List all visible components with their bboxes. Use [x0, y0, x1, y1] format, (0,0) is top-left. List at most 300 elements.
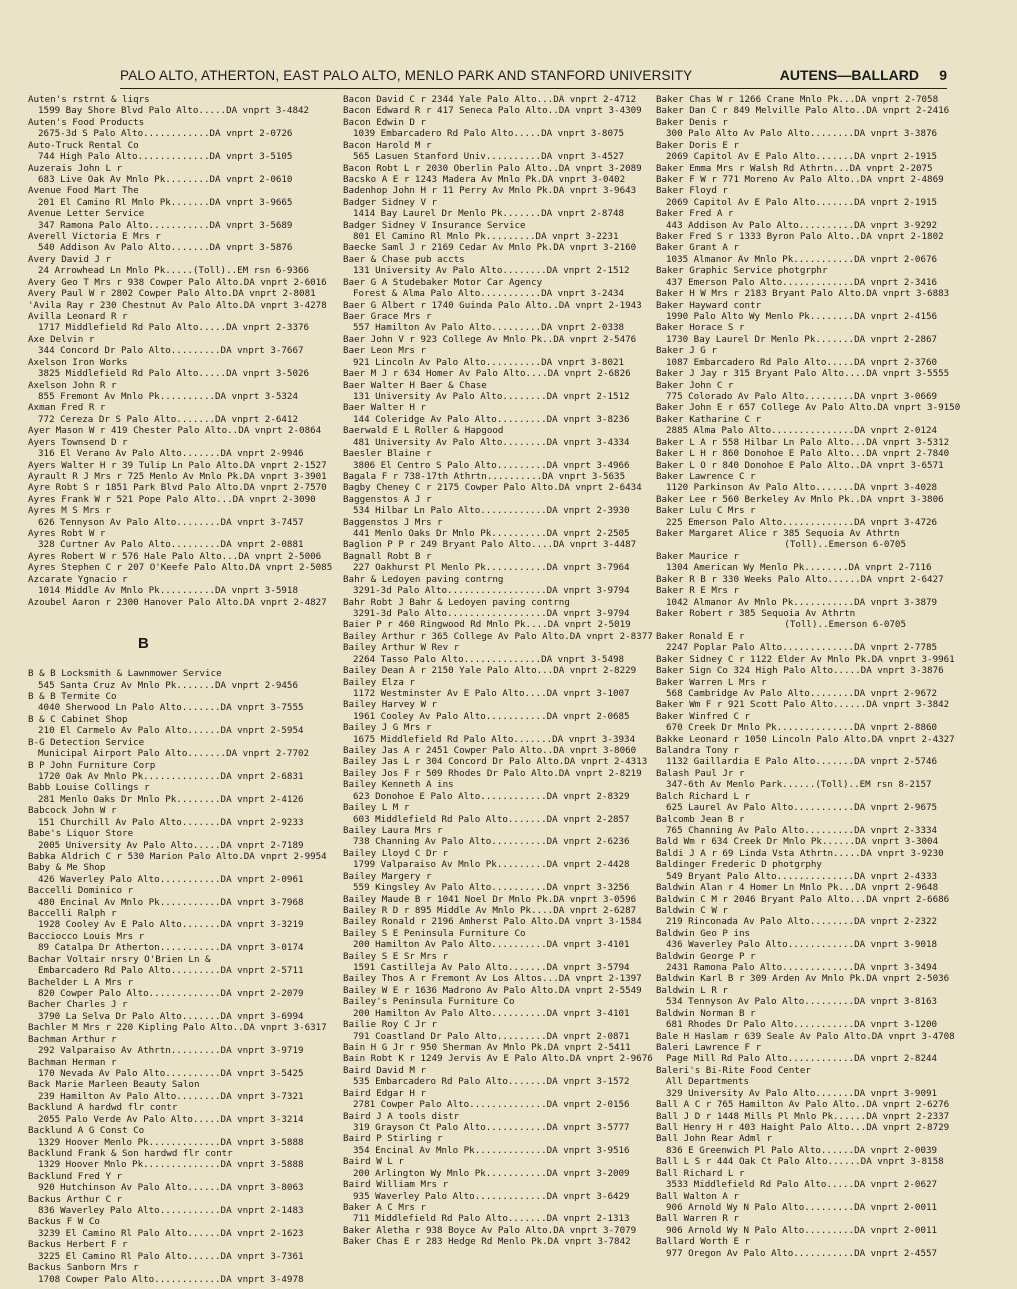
listing-address: 836 E Greenwich Pl Palo Alto......DA vnprt 2-0039	[666, 1144, 938, 1156]
listing-entry: Ball Richard L r	[656, 1167, 745, 1179]
listing-entry: Baker Emma Mrs r Walsh Rd Athrtn...DA vnprt 2-2075	[656, 162, 933, 174]
listing-address: 219 Rinconada Av Palo Alto........DA vnprt 2-2322	[666, 916, 938, 928]
listing-entry: Baer G A Studebaker Motor Car Agency	[343, 276, 543, 288]
listing-entry: Baker Aletha r 938 Boyce Av Palo Alto.DA vnprt 3-7079	[343, 1224, 637, 1236]
listing-address: 441 Menlo Oaks Dr Mnlo Pk..........DA vnprt 2-2505	[353, 528, 630, 540]
listing-entry: Baker Floyd r	[656, 185, 728, 197]
listing-address: 131 University Av Palo Alto........DA vnprt 2-1512	[353, 390, 630, 402]
listing-address: 144 Coleridge Av Palo Alto.........DA vnprt 3-8236	[353, 413, 630, 425]
listing-entry: Baker Hayward contr	[656, 299, 762, 311]
listing-entry: Bailey Arthur r 365 College Av Palo Alto.DA vnprt 2-8377	[343, 630, 653, 642]
listing-address: 625 Laurel Av Palo Alto...........DA vnprt 2-9675	[666, 802, 938, 814]
listing-entry: Averell Victoria E Mrs r	[28, 231, 161, 243]
spacer	[28, 608, 338, 619]
listing-entry: Bachman Herman r	[28, 1056, 117, 1068]
listing-entry: Baerwald E L Roller & Hapgood	[343, 425, 504, 437]
listing-entry: Axelson John R r	[28, 379, 117, 391]
listing-entry: Baer & Chase pub accts	[343, 253, 465, 265]
listing-address: 603 Middlefield Rd Palo Alto.......DA vnprt 2-2857	[353, 813, 630, 825]
listing-entry: Baker Margaret Alice r 385 Sequoia Av Athrtn	[656, 528, 900, 540]
listing-address: 210 El Carmelo Av Palo Alto......DA vnprt 2-5954	[38, 725, 304, 737]
listing-address: 89 Catalpa Dr Atherton...........DA vnprt 3-0174	[38, 942, 304, 954]
listing-entry: Badger Sidney V r	[343, 196, 438, 208]
listing-entry: Bacon Edward R r 417 Seneca Palo Alto..DA vnprt 3-4309	[343, 105, 642, 117]
listing-entry: Baker L H r 860 Donohoe E Palo Alto...DA vnprt 2-7840	[656, 448, 950, 460]
listing-address: 200 Hamilton Av Palo Alto..........DA vnprt 3-4101	[353, 939, 630, 951]
page-number: 9	[939, 67, 947, 83]
listing-address: 1990 Palo Alto Wy Menlo Pk........DA vnprt 2-4156	[666, 311, 938, 323]
listing-address: 319 Grayson Ct Palo Alto...........DA vnprt 3-5777	[353, 1121, 630, 1133]
listing-entry: Balch Richard L r	[656, 790, 751, 802]
listing-entry: Baier P r 460 Ringwood Rd Mnlo Pk....DA vnprt 2-5019	[343, 619, 631, 631]
listing-address: 683 Live Oak Av Mnlo Pk........DA vnprt 2-0610	[38, 173, 293, 185]
listing-entry: Azcarate Ygnacio r	[28, 573, 128, 585]
listing-address: 1172 Westminster Av E Palo Alto....DA vnprt 3-1007	[353, 687, 630, 699]
listing-entry: Bailey Jos F r 509 Rhodes Dr Palo Alto.DA vnprt 2-8219	[343, 767, 642, 779]
listing-entry: Bailey Kenneth A ins	[343, 779, 454, 791]
listing-address: 568 Cambridge Av Palo Alto........DA vnprt 2-9672	[666, 687, 938, 699]
listing-address: 1014 Middle Av Mnlo Pk..........DA vnprt 3-5918	[38, 585, 298, 597]
spacer	[28, 657, 338, 668]
listing-address: Embarcadero Rd Palo Alto.........DA vnprt 2-5711	[38, 965, 304, 977]
listing-address: 1042 Almanor Av Mnlo Pk...........DA vnprt 3-3879	[666, 596, 938, 608]
listing-entry: Baccelli Ralph r	[28, 908, 117, 920]
listing-entry: B & B Locksmith & Lawnmower Service	[28, 668, 222, 680]
listing-address: 1035 Almanor Av Mnlo Pk...........DA vnprt 2-0676	[666, 253, 938, 265]
listing-entry: Baldwin Alan r 4 Homer Ln Mnlo Pk...DA vnprt 2-9648	[656, 882, 939, 894]
page-header	[120, 66, 947, 89]
listing-address: 681 Rhodes Dr Palo Alto...........DA vnprt 3-1200	[666, 1019, 938, 1031]
listing-address: 1961 Cooley Av Palo Alto...........DA vnprt 2-0685	[353, 710, 630, 722]
listing-entry: Baker Maurice r	[656, 550, 739, 562]
listing-entry: Ayres M S Mrs r	[28, 505, 111, 517]
listing-entry: Backus Sanborn Mrs r	[28, 1262, 139, 1274]
listing-entry: Ball Warren R r	[656, 1213, 739, 1225]
listing-entry: Bailey S E Peninsula Furniture Co	[343, 927, 526, 939]
listing-entry: Babe's Liquor Store	[28, 828, 134, 840]
listing-entry: Baker Fred A r	[656, 208, 734, 220]
listing-entry: Baer M J r 634 Homer Av Palo Alto....DA vnprt 2-6826	[343, 368, 631, 380]
listing-entry: Bagnall Robt B r	[343, 550, 432, 562]
listing-address: 791 Coastland Dr Palo Alto.........DA vnprt 2-0871	[353, 1030, 630, 1042]
listing-entry: Baecke Saml J r 2169 Cedar Av Mnlo Pk.DA vnprt 3-2160	[343, 242, 637, 254]
listing-entry: Bailey Jas A r 2451 Cowper Palo Alto..DA vnprt 3-8060	[343, 745, 637, 757]
listing-address: All Departments	[666, 1076, 749, 1088]
listing-address: 2055 Palo Verde Av Palo Alto.....DA vnprt 3-3214	[38, 1113, 304, 1125]
listing-entry: Bacciocco Louis Mrs r	[28, 930, 145, 942]
listing-entry: Baker Winfred C r	[656, 710, 751, 722]
listing-entry: Auten's rstrnt & liqrs	[28, 94, 150, 105]
listing-entry: Ball John Rear Adml r	[656, 1133, 773, 1145]
column-3	[656, 94, 966, 1284]
listing-entry: Bachar Voltair nrsry O'Brien Ln &	[28, 953, 211, 965]
listing-address: 1599 Bay Shore Blvd Palo Alto.....DA vnprt 3-4842	[38, 105, 310, 117]
listing-entry: Baird W L r	[343, 1156, 404, 1168]
listing-entry: Baldi J A r 69 Linda Vsta Athrtn.....DA vnprt 3-9230	[656, 847, 944, 859]
listing-entry: Baker Wm F r 921 Scott Palo Alto......DA vnprt 3-3842	[656, 699, 950, 711]
listing-address: 347 Ramona Palo Alto...........DA vnprt 3-5689	[38, 219, 293, 231]
listing-entry: Bagby Cheney C r 2175 Cowper Palo Alto.DA vnprt 2-6434	[343, 482, 642, 494]
listing-entry: Ayrault R J Mrs r 725 Menlo Av Mnlo Pk.DA vnprt 3-3901	[28, 470, 327, 482]
listing-entry: Baker R E Mrs r	[656, 585, 739, 597]
listing-entry: Bacon David C r 2344 Yale Palo Alto...DA vnprt 2-4712	[343, 94, 637, 105]
listing-entry: 'Avila Ray r 230 Chestnut Av Palo Alto.DA vnprt 3-4278	[28, 299, 327, 311]
listing-address: 292 Valparaiso Av Athrtn.........DA vnprt 3-9719	[38, 1045, 304, 1057]
listing-continuation: (Toll)..Emerson 6-0705	[784, 619, 906, 631]
listing-address: 329 University Av Palo Alto.......DA vnprt 3-9091	[666, 1087, 938, 1099]
listing-address: 1717 Middlefield Rd Palo Alto.....DA vnprt 2-3376	[38, 322, 310, 334]
column-1	[28, 94, 338, 1284]
listing-entry: Baldwin L R r	[656, 984, 728, 996]
listing-address: 1329 Hoover Menlo Pk.............DA vnprt 3-5888	[38, 1136, 304, 1148]
listing-entry: Baglion P P r 249 Bryant Palo Alto....DA vnprt 3-4487	[343, 539, 637, 551]
listing-address: 775 Colorado Av Palo Alto.........DA vnprt 3-0669	[666, 390, 938, 402]
listing-address: 559 Kingsley Av Palo Alto..........DA vnprt 3-3256	[353, 882, 630, 894]
listing-entry: Bailey Laura Mrs r	[343, 825, 443, 836]
listing-address: 1132 Gaillardia E Palo Alto.......DA vnprt 2-5746	[666, 756, 938, 768]
listing-entry: Auzerais John L r	[28, 162, 123, 174]
listing-entry: Ball Henry H r 403 Haight Palo Alto...DA vnprt 2-8729	[656, 1121, 950, 1133]
listing-entry: Ayres Stephen C r 207 O'Keefe Palo Alto.DA vnprt 2-5085	[28, 562, 333, 574]
listing-address: 200 Arlington Wy Mnlo Pk...........DA vnprt 3-2009	[353, 1167, 630, 1179]
listing-entry: Ball L S r 444 Oak Ct Palo Alto......DA vnprt 3-8158	[656, 1156, 944, 1168]
listing-entry: Bailey S E Sr Mrs r	[343, 950, 449, 962]
listing-address: 626 Tennyson Av Palo Alto........DA vnprt 3-7457	[38, 516, 304, 528]
column-2	[343, 94, 653, 1284]
listing-entry: Balash Paul Jr r	[656, 767, 745, 779]
listing-address: Municipal Airport Palo Alto.......DA vnprt 2-7702	[38, 748, 310, 760]
listing-address: 239 Hamilton Av Palo Alto........DA vnprt 3-7321	[38, 1090, 304, 1102]
listing-entry: Baker A C Mrs r	[343, 1201, 426, 1213]
listing-entry: Baleri Lawrence F r	[656, 1042, 762, 1054]
listing-entry: B P John Furniture Corp	[28, 759, 156, 771]
listing-entry: Axe Delvin r	[28, 333, 95, 345]
listing-address: 1414 Bay Laurel Dr Menlo Pk.......DA vnprt 2-8748	[353, 208, 625, 220]
listing-entry: Baird P Stirling r	[343, 1133, 443, 1145]
listing-entry: Ball Walton A r	[656, 1190, 739, 1202]
listing-entry: Baker Sidney C r 1122 Elder Av Mnlo Pk.DA vnprt 3-9961	[656, 653, 955, 665]
listing-entry: Avery Geo T Mrs r 938 Cowper Palo Alto.DA vnprt 2-6016	[28, 276, 327, 288]
listing-entry: Babcock John W r	[28, 805, 117, 817]
listing-entry: Baer Walter H Baer & Chase	[343, 379, 487, 391]
listing-entry: Baby & Me Shop	[28, 862, 106, 874]
section-letter: B	[138, 634, 149, 652]
listing-address: 4040 Sherwood Ln Palo Alto.......DA vnprt 3-7555	[38, 702, 304, 714]
listing-address: 131 University Av Palo Alto........DA vnprt 2-1512	[353, 265, 630, 277]
listing-entry: Bagala F r 738-17th Athrtn..........DA vnprt 3-5635	[343, 470, 626, 482]
listing-address: 1039 Embarcadero Rd Palo Alto.....DA vnprt 3-8075	[353, 128, 625, 140]
listing-entry: Backus F W Co	[28, 1216, 100, 1228]
listing-entry: Axman Fred R r	[28, 402, 106, 414]
listing-address: 1591 Castilleja Av Palo Alto.......DA vnprt 3-5794	[353, 962, 630, 974]
listing-address: 855 Fremont Av Mnlo Pk..........DA vnprt 3-5324	[38, 390, 298, 402]
listing-entry: Baker Katharine C r	[656, 413, 762, 425]
listing-entry: Bailey W E r 1636 Madrono Av Palo Alto.DA vnprt 2-5549	[343, 984, 642, 996]
listing-address: 920 Hutchinson Av Palo Alto......DA vnprt 3-8063	[38, 1182, 304, 1194]
listing-entry: Bailey Thos A r Fremont Av Los Altos...DA vnprt 2-1397	[343, 973, 642, 985]
listing-entry: Ayers Townsend D r	[28, 436, 128, 448]
listing-address: 2264 Tasso Palo Alto..............DA vnprt 3-5498	[353, 653, 625, 665]
listing-entry: Badenhop John H r 11 Perry Av Mnlo Pk.DA vnprt 3-9643	[343, 185, 637, 197]
listing-entry: Avery Paul W r 2802 Cowper Palo Alto.DA vnprt 2-8081	[28, 288, 316, 300]
listing-address: 670 Creek Dr Mnlo Pk..............DA vnprt 2-8860	[666, 722, 938, 734]
listing-address: 3825 Middlefield Rd Palo Alto.....DA vnprt 3-5026	[38, 368, 310, 380]
listing-entry: Backlund A G Const Co	[28, 1125, 145, 1137]
listing-entry: Babb Louise Collings r	[28, 782, 150, 794]
listing-address: 2781 Cowper Palo Alto..............DA vnprt 2-0156	[353, 1099, 630, 1111]
listing-address: 200 Hamilton Av Palo Alto..........DA vnprt 3-4101	[353, 1007, 630, 1019]
listing-address: 1675 Middlefield Rd Palo Alto.......DA vnprt 3-3934	[353, 733, 636, 745]
listing-entry: Baesler Blaine r	[343, 448, 432, 460]
listing-entry: Bailey J G Mrs r	[343, 722, 432, 734]
listing-entry: Bacon Robt L r 2030 Oberlin Palo Alto..DA vnprt 3-2089	[343, 162, 642, 174]
listing-entry: Ayer Mason W r 419 Chester Palo Alto..DA vnprt 2-0864	[28, 425, 322, 437]
listing-address: 316 El Verano Av Palo Alto.......DA vnprt 2-9946	[38, 448, 304, 460]
listing-entry: Baker John E r 657 College Av Palo Alto.DA vnprt 3-9150	[656, 402, 961, 414]
listing-entry: Bailey Arthur W Rev r	[343, 642, 460, 654]
listing-address: 170 Nevada Av Palo Alto..........DA vnprt 3-5425	[38, 1067, 304, 1079]
listing-address: 820 Cowper Palo Alto.............DA vnprt 2-2079	[38, 988, 304, 1000]
listing-address: 1799 Valparaiso Av Mnlo Pk.........DA vnprt 2-4428	[353, 859, 630, 871]
listing-entry: Ayres Robert W r 576 Hale Palo Alto...DA vnprt 2-5006	[28, 550, 322, 562]
listing-entry: Balandra Tony r	[656, 745, 739, 757]
listing-entry: Baker Chas W r 1266 Crane Mnlo Pk...DA vnprt 2-7058	[656, 94, 939, 105]
listing-address: 906 Arnold Wy N Palo Alto.........DA vnprt 2-0011	[666, 1201, 938, 1213]
listing-entry: Bald Wm r 634 Creek Dr Mnlo Pk......DA vnprt 3-3004	[656, 836, 939, 848]
listing-address: 3291-3d Palo Alto..................DA vnprt 3-9794	[353, 585, 630, 597]
listing-entry: Baldwin Karl B r 309 Arden Av Mnlo Pk.DA vnprt 2-5036	[656, 973, 950, 985]
listing-entry: Bacsko A E r 1243 Madera Av Mnlo Pk.DA vnprt 3-0402	[343, 173, 626, 185]
listing-entry: Backus Herbert F r	[28, 1239, 128, 1251]
spacer	[28, 619, 338, 630]
listing-entry: B & C Cabinet Shop	[28, 713, 128, 725]
listing-entry: Ayres Frank W r 521 Pope Palo Alto...DA vnprt 2-3090	[28, 493, 316, 505]
listing-entry: Baker R B r 330 Weeks Palo Alto......DA vnprt 2-6427	[656, 573, 944, 585]
listing-entry: Bale H Haslam r 639 Seale Av Palo Alto.DA vnprt 3-4708	[656, 1030, 955, 1042]
listing-address: 443 Addison Av Palo Alto..........DA vnprt 3-9292	[666, 219, 938, 231]
listing-address: 201 El Camino Rl Mnlo Pk.......DA vnprt 3-9665	[38, 196, 293, 208]
listing-address: 2069 Capitol Av E Palo Alto.......DA vnprt 2-1915	[666, 151, 938, 163]
listing-entry: Baldwin Geo P ins	[656, 927, 751, 939]
listing-entry: Baker Warren L Mrs r	[656, 676, 767, 688]
listing-address: 935 Waverley Palo Alto.............DA vnprt 3-6429	[353, 1190, 630, 1202]
listing-entry: Avenue Food Mart The	[28, 185, 139, 197]
listing-entry: Bahr & Ledoyen paving contrng	[343, 573, 504, 585]
listing-address: 3291-3d Palo Alto..................DA vnprt 3-9794	[353, 607, 630, 619]
listing-entry: Bacon Harold M r	[343, 139, 432, 151]
listing-entry: Baird William Mrs r	[343, 1179, 449, 1191]
listing-address: 328 Curtner Av Palo Alto.........DA vnprt 2-0881	[38, 539, 304, 551]
listing-address: Page Mill Rd Palo Alto............DA vnprt 2-8244	[666, 1053, 938, 1065]
listing-address: 565 Lasuen Stanford Univ..........DA vnprt 3-4527	[353, 151, 625, 163]
listing-address: 744 High Palo Alto.............DA vnprt 3-5105	[38, 151, 293, 163]
listing-entry: Bailey's Peninsula Furniture Co	[343, 996, 515, 1008]
listing-address: 906 Arnold Wy N Palo Alto.........DA vnprt 2-0011	[666, 1224, 938, 1236]
listing-entry: Baleri's Bi-Rite Food Center	[656, 1064, 811, 1076]
listing-address: 3806 El Centro S Palo Alto.........DA vnprt 3-4966	[353, 459, 630, 471]
listing-entry: Ayers Walter H r 39 Tulip Ln Palo Alto.DA vnprt 2-1527	[28, 459, 327, 471]
listing-address: 481 University Av Palo Alto........DA vnprt 3-4334	[353, 436, 630, 448]
listing-entry: Bain Robt K r 1249 Jervis Av E Palo Alto.DA vnprt 2-9676	[343, 1053, 653, 1065]
listing-entry: Bailey Jas L r 304 Concord Dr Palo Alto.DA vnprt 2-4313	[343, 756, 648, 768]
header-title: PALO ALTO, ATHERTON, EAST PALO ALTO, MENLO PARK AND STANFORD UNIVERSITY	[120, 68, 693, 83]
listing-address: 2005 University Av Palo Alto.....DA vnprt 2-7189	[38, 839, 304, 851]
listing-entry: Bailey R D r 895 Middle Av Mnlo Pk....DA vnprt 2-6287	[343, 904, 637, 916]
listing-entry: Bailey Harvey W r	[343, 699, 438, 711]
listing-address: 344 Concord Dr Palo Alto.........DA vnprt 3-7667	[38, 345, 304, 357]
listing-address: 2675-3d S Palo Alto............DA vnprt 2-0726	[38, 128, 293, 140]
listing-entry: Baker Sign Co 324 High Palo Alto.....DA vnprt 3-3876	[656, 665, 944, 677]
listing-entry: Baker Lawrence C r	[656, 470, 756, 482]
listing-address: 977 Oregon Av Palo Alto...........DA vnprt 2-4557	[666, 1247, 938, 1259]
listing-address: 3239 El Camino Rl Palo Alto......DA vnprt 2-1623	[38, 1227, 304, 1239]
listing-address: 1304 American Wy Menlo Pk........DA vnprt 2-7116	[666, 562, 932, 574]
listing-entry: Baker J G r	[656, 345, 717, 357]
listing-entry: Bailey Maude B r 1041 Noel Dr Mnlo Pk.DA vnprt 3-0596	[343, 893, 637, 905]
listing-entry: Baker L O r 840 Donohoe E Palo Alto..DA vnprt 3-6571	[656, 459, 944, 471]
listing-address: 921 Lincoln Av Palo Alto..........DA vnprt 3-8021	[353, 356, 625, 368]
listing-address: 1928 Cooley Av E Palo Alto.......DA vnprt 3-3219	[38, 919, 304, 931]
listing-entry: Bahr Robt J Bahr & Ledoyen paving contrng	[343, 596, 570, 608]
listing-entry: Ayre Robt S r 1851 Park Blvd Palo Alto.DA vnprt 2-7570	[28, 482, 327, 494]
listing-entry: Baker John C r	[656, 379, 734, 391]
listing-address: 3790 La Selva Dr Palo Alto.......DA vnprt 3-6994	[38, 1010, 304, 1022]
listing-entry: Baldwin C M r 2046 Bryant Palo Alto...DA vnprt 2-6686	[656, 893, 950, 905]
listing-address: 227 Oakhurst Pl Menlo Pk...........DA vnprt 3-7964	[353, 562, 630, 574]
listing-address: 1708 Cowper Palo Alto............DA vnprt 3-4978	[38, 1273, 304, 1284]
listing-entry: Bacher Charles J r	[28, 999, 128, 1011]
listing-entry: Baccelli Dominico r	[28, 885, 134, 897]
listing-entry: Backlund Fred Y r	[28, 1170, 123, 1182]
listing-entry: Back Marie Marleen Beauty Salon	[28, 1079, 200, 1091]
listing-address: 801 El Camino Rl Mnlo Pk.........DA vnprt 3-2231	[353, 231, 619, 243]
listing-continuation: (Toll)..Emerson 6-0705	[784, 539, 906, 551]
listing-entry: Baker Dan C r 849 Melville Palo Alto..DA vnprt 2-2416	[656, 105, 950, 117]
listing-address: 347-6th Av Menlo Park......(Toll)..EM rsn 8-2157	[666, 779, 932, 791]
listing-entry: Baer Grace Mrs r	[343, 311, 432, 323]
listing-entry: B-G Detection Service	[28, 736, 145, 748]
listing-entry: Backlund A hardwd flr contr	[28, 1102, 178, 1114]
listing-address: 225 Emerson Palo Alto.............DA vnprt 3-4726	[666, 516, 938, 528]
listing-entry: Baker Grant A r	[656, 242, 739, 254]
listing-entry: Baker Horace S r	[656, 322, 745, 334]
listing-address: 281 Menlo Oaks Dr Mnlo Pk........DA vnprt 2-4126	[38, 793, 304, 805]
listing-address: 535 Embarcadero Rd Palo Alto.......DA vnprt 3-1572	[353, 1076, 630, 1088]
listing-address: 354 Encinal Av Mnlo Pk.............DA vnprt 3-9516	[353, 1144, 630, 1156]
listing-address: 1087 Embarcadero Rd Palo Alto.....DA vnprt 2-3760	[666, 356, 938, 368]
listing-entry: Bailie Roy C Jr r	[343, 1019, 438, 1031]
listing-address: 437 Emerson Palo Alto.............DA vnprt 2-3416	[666, 276, 938, 288]
listing-entry: Bain H G Jr r 950 Sherman Av Mnlo Pk.DA vnprt 2-5411	[343, 1042, 631, 1054]
listing-address: 534 Tennyson Av Palo Alto.........DA vnprt 3-8163	[666, 996, 938, 1008]
listing-entry: Balcomb Jean B r	[656, 813, 745, 825]
listing-entry: Azoubel Aaron r 2300 Hanover Palo Alto.DA vnprt 2-4827	[28, 596, 327, 608]
listing-address: 426 Waverley Palo Alto...........DA vnprt 2-0961	[38, 873, 304, 885]
listing-entry: Baldwin C W r	[656, 904, 728, 916]
listing-entry: Baird David M r	[343, 1064, 426, 1076]
listing-entry: Baker H W Mrs r 2183 Bryant Palo Alto.DA vnprt 3-6883	[656, 288, 950, 300]
listing-address: 1329 Hoover Mnlo Pk..............DA vnprt 3-5888	[38, 1159, 304, 1171]
listing-address: 711 Middlefield Rd Palo Alto.......DA vnprt 2-1313	[353, 1213, 630, 1225]
listing-entry: Baker Chas E r 283 Hedge Rd Menlo Pk.DA vnprt 3-7842	[343, 1236, 631, 1248]
listing-address: 1720 Oak Av Mnlo Pk..............DA vnprt 2-6831	[38, 771, 304, 782]
listing-entry: Avenue Letter Service	[28, 208, 145, 220]
listing-address: 540 Addison Av Palo Alto.......DA vnprt 3-5876	[38, 242, 293, 254]
listing-entry: Baker Graphic Service photgrphr	[656, 265, 828, 277]
listing-address: 3533 Middlefield Rd Palo Alto.....DA vnprt 2-0627	[666, 1179, 938, 1191]
listing-entry: Baer John V r 923 College Av Mnlo Pk..DA vnprt 2-5476	[343, 333, 637, 345]
listing-address: 480 Encinal Av Mnlo Pk...........DA vnprt 3-7968	[38, 896, 304, 908]
listing-entry: Baker Doris E r	[656, 139, 739, 151]
listing-address: 772 Cereza Dr S Palo Alto.......DA vnprt 2-6412	[38, 413, 298, 425]
listing-address: 836 Waverley Palo Alto...........DA vnprt 2-1483	[38, 1205, 304, 1217]
listing-entry: Baker Fred S r 1333 Byron Palo Alto..DA vnprt 2-1802	[656, 231, 944, 243]
listing-entry: Baldinger Frederic D photgrphy	[656, 859, 822, 871]
listing-entry: Axelson Iron Works	[28, 356, 128, 368]
listing-entry: Bachelder L A Mrs r	[28, 976, 134, 988]
listing-entry: Bailey Ronald r 2196 Amherst Palo Alto.DA vnprt 3-1584	[343, 916, 642, 928]
listing-entry: Avilla Leonard R r	[28, 311, 128, 323]
listing-entry: Baldwin George P r	[656, 950, 756, 962]
listing-entry: Bakke Leonard r 1050 Lincoln Palo Alto.DA vnprt 2-4327	[656, 733, 955, 745]
listing-address: 545 Santa Cruz Av Mnlo Pk.......DA vnprt 2-9456	[38, 679, 298, 691]
listing-entry: Ballard Worth E r	[656, 1236, 751, 1248]
listing-entry: Ayres Robt W r	[28, 528, 106, 540]
listing-entry: Bachman Arthur r	[28, 1033, 117, 1045]
listing-entry: Ball A C r 765 Hamilton Av Palo Alto..DA vnprt 2-6276	[656, 1099, 950, 1111]
listing-entry: Baker Ronald E r	[656, 630, 745, 642]
listing-entry: Baer G Albert r 1740 Guinda Palo Alto..DA vnprt 2-1943	[343, 299, 642, 311]
listing-address: 765 Channing Av Palo Alto.........DA vnprt 2-3334	[666, 825, 938, 836]
listing-entry: Baer Leon Mrs r	[343, 345, 426, 357]
listing-entry: Baker Denis r	[656, 116, 728, 128]
listing-entry: Baker L A r 558 Hilbar Ln Palo Alto...DA vnprt 3-5312	[656, 436, 950, 448]
listing-address: 151 Churchill Av Palo Alto.......DA vnprt 2-9233	[38, 816, 304, 828]
listing-entry: B & B Termite Co	[28, 691, 117, 703]
listing-entry: Baker F W r 771 Moreno Av Palo Alto..DA vnprt 2-4869	[656, 173, 944, 185]
listing-entry: Babka Aldrich C r 530 Marion Palo Alto.DA vnprt 2-9954	[28, 850, 327, 862]
listing-entry: Baker Lee r 560 Berkeley Av Mnlo Pk..DA vnprt 3-3806	[656, 493, 944, 505]
listing-address: 2247 Poplar Palo Alto.............DA vnprt 2-7785	[666, 642, 938, 654]
listing-entry: Ball J D r 1448 Mills Pl Mnlo Pk......DA vnprt 2-2337	[656, 1110, 950, 1122]
listing-address: 436 Waverley Palo Alto............DA vnprt 3-9018	[666, 939, 938, 951]
listing-entry: Bacon Edwin D r	[343, 116, 426, 128]
listing-address: 557 Hamilton Av Palo Alto.........DA vnprt 2-0338	[353, 322, 625, 334]
listing-address: 1120 Parkinson Av Palo Alto.......DA vnprt 3-4028	[666, 482, 938, 494]
listing-address: 2069 Capitol Av E Palo Alto.......DA vnprt 2-1915	[666, 196, 938, 208]
listing-entry: Avery David J r	[28, 253, 111, 265]
listing-entry: Backlund Frank & Son hardwd flr contr	[28, 1147, 233, 1159]
listing-address: 1730 Bay Laurel Dr Menlo Pk.......DA vnprt 2-2867	[666, 333, 938, 345]
listing-entry: Auten's Food Products	[28, 116, 145, 128]
listing-entry: Bailey L M r	[343, 802, 410, 814]
listing-address: Forest & Alma Palo Alto...........DA vnprt 3-2434	[353, 288, 625, 300]
listing-entry: Baker Lulu C Mrs r	[656, 505, 756, 517]
listing-entry: Bailey Margery r	[343, 870, 432, 882]
listing-entry: Baggenstos J Mrs r	[343, 516, 443, 528]
listing-entry: Baker Robert r 385 Sequoia Av Athrtn	[656, 607, 856, 619]
listing-address: 534 Hilbar Ln Palo Alto............DA vnprt 2-3930	[353, 505, 630, 517]
listing-address: 738 Channing Av Palo Alto..........DA vnprt 2-6236	[353, 836, 630, 848]
listing-entry: Baggenstos A J r	[343, 493, 432, 505]
listing-entry: Baird J A tools distr	[343, 1110, 460, 1122]
listing-address: 2431 Ramona Palo Alto.............DA vnprt 3-3494	[666, 962, 938, 974]
listing-address: 623 Donohoe E Palo Alto............DA vnprt 2-8329	[353, 790, 630, 802]
listing-entry: Backus Arthur C r	[28, 1193, 123, 1205]
listing-address: 2885 Alma Palo Alto...............DA vnprt 2-0124	[666, 425, 938, 437]
listing-entry: Bailey Lloyd C Dr r	[343, 847, 449, 859]
listing-entry: Auto-Truck Rental Co	[28, 139, 139, 151]
